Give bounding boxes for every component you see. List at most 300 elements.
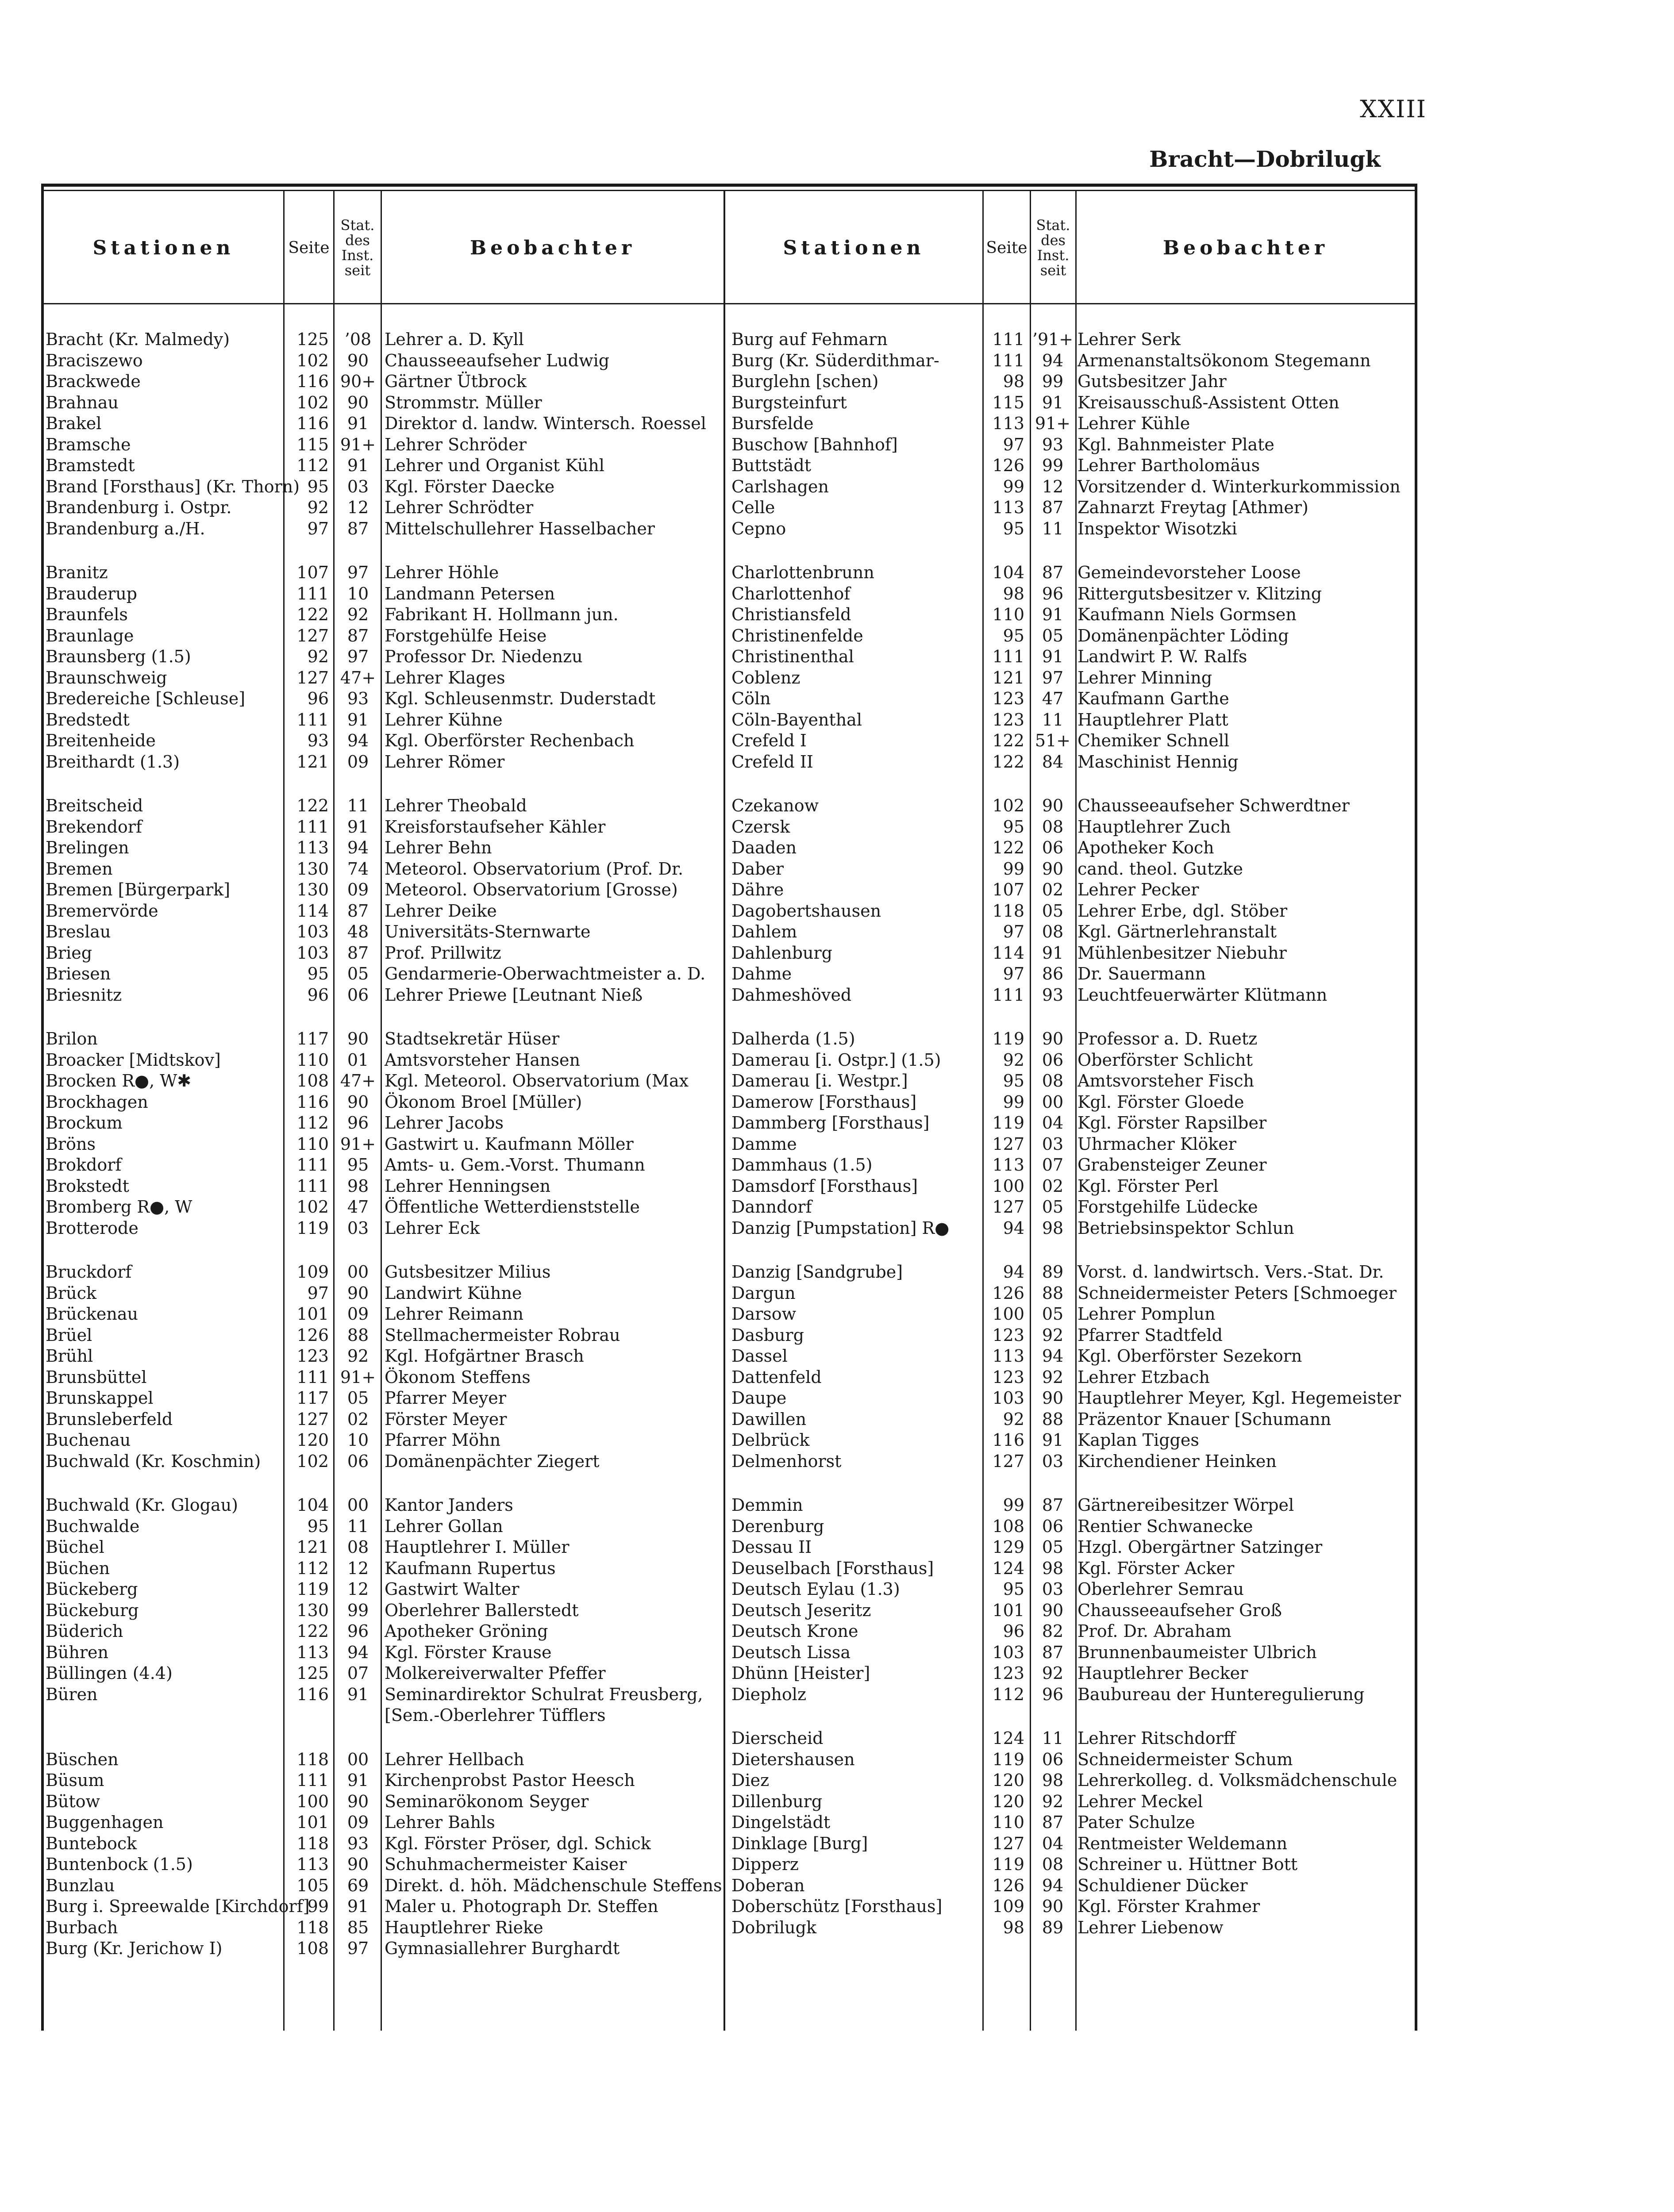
station-name: Delmenhorst <box>731 1451 842 1471</box>
table-row <box>725 350 1415 371</box>
station-name: Damsdorf [Forsthaus] <box>731 1176 918 1196</box>
page-ref: 122 <box>992 731 1024 750</box>
station-name: Charlottenhof <box>731 584 850 603</box>
page-ref: 111 <box>296 817 329 837</box>
station-name: Brauderup <box>46 584 137 603</box>
installed-year: 85 <box>347 1917 369 1937</box>
installed-year: 91 <box>1042 1430 1064 1450</box>
table-row <box>725 1049 1415 1071</box>
observer-name: Lehrer Erbe, dgl. Stöber <box>1078 901 1288 921</box>
installed-year: 00 <box>347 1262 369 1282</box>
station-name: Dierscheid <box>731 1728 824 1748</box>
installed-year: 06 <box>1042 1050 1064 1070</box>
station-name: Deutsch Jeseritz <box>731 1600 871 1620</box>
station-name: Bredereiche [Schleuse] <box>46 689 246 708</box>
observer-name: Kgl. Förster Krause <box>385 1642 552 1662</box>
page-ref: 97 <box>1003 434 1024 454</box>
table-row <box>725 1578 1415 1600</box>
observer-name: Dr. Sauermann <box>1078 964 1206 983</box>
installed-year: 00 <box>347 1495 369 1515</box>
page-ref: 113 <box>992 498 1024 517</box>
installed-year: 11 <box>1042 1728 1064 1748</box>
installed-year: 12 <box>1042 476 1064 496</box>
installed-year: 90 <box>347 1283 369 1303</box>
station-name: Briesen <box>46 964 111 983</box>
station-name: Buschow [Bahnhof] <box>731 434 898 454</box>
station-name: Dhünn [Heister] <box>731 1663 870 1683</box>
observer-name: Lehrer Liebenow <box>1078 1917 1224 1937</box>
page-ref: 121 <box>992 668 1024 687</box>
table-row <box>44 1536 723 1558</box>
station-name: Deutsch Lissa <box>731 1642 851 1662</box>
installed-year: 08 <box>1042 1855 1064 1874</box>
page-ref: 112 <box>296 456 329 475</box>
page-ref: 118 <box>296 1749 329 1769</box>
station-name: Bühren <box>46 1642 108 1662</box>
installed-year: 92 <box>1042 1367 1064 1387</box>
installed-year: 88 <box>347 1325 369 1345</box>
table-row <box>44 455 723 476</box>
station-name: Dahlem <box>731 922 797 941</box>
header-observer: Beobachter <box>469 236 636 259</box>
installed-year: 99 <box>1042 456 1064 475</box>
observer-name: Stellmachermeister Robrau <box>385 1325 620 1345</box>
page-ref: 122 <box>296 1621 329 1641</box>
observer-name: Schneidermeister Schum <box>1078 1749 1293 1769</box>
observer-name: Universitäts-Sternwarte <box>385 922 591 941</box>
installed-year: 90 <box>347 1855 369 1874</box>
page-ref: 96 <box>307 985 329 1005</box>
station-name: Deuselbach [Forsthaus] <box>731 1558 934 1578</box>
table-row <box>44 646 723 667</box>
installed-year: 93 <box>347 689 369 708</box>
table-row <box>725 1663 1415 1684</box>
installed-year: 74 <box>347 859 369 879</box>
page-ref: 122 <box>296 796 329 815</box>
observer-name: Brunnenbaumeister Ulbrich <box>1078 1642 1317 1662</box>
installed-year: 02 <box>347 1409 369 1429</box>
observer-name: Kgl. Schleusenmstr. Duderstadt <box>385 689 656 708</box>
observer-name: Öffentliche Wetterdienststelle <box>385 1197 640 1217</box>
table-row <box>44 562 723 583</box>
page-ref: 123 <box>992 1663 1024 1683</box>
observer-name: Oberlehrer Semrau <box>1078 1579 1244 1599</box>
table-row <box>44 1429 723 1451</box>
header-seite: Seite <box>288 238 330 257</box>
page-ref: 115 <box>992 392 1024 412</box>
observer-name: Hzgl. Obergärtner Satzinger <box>1078 1537 1323 1557</box>
page-ref: 123 <box>992 1325 1024 1345</box>
installed-year: 82 <box>1042 1621 1064 1641</box>
table-row <box>725 476 1415 497</box>
observer-name: Kgl. Oberförster Sezekorn <box>1078 1346 1302 1366</box>
installed-year: 87 <box>347 518 369 538</box>
station-name: Brunsbüttel <box>46 1367 147 1387</box>
station-name: Diez <box>731 1770 770 1790</box>
table-row <box>44 1558 723 1579</box>
page-ref: 117 <box>296 1029 329 1048</box>
observer-name: Pfarrer Meyer <box>385 1388 506 1408</box>
installed-year: 94 <box>1042 1346 1064 1366</box>
installed-year: 94 <box>347 838 369 857</box>
installed-year: 89 <box>1042 1262 1064 1282</box>
installed-year: 94 <box>1042 1875 1064 1895</box>
table-row <box>44 476 723 497</box>
observer-name: Landmann Petersen <box>385 584 555 603</box>
observer-name: Lehrer Ritschdorff <box>1078 1728 1235 1748</box>
observer-name: Oberförster Schlicht <box>1078 1050 1253 1070</box>
installed-year: 96 <box>347 1113 369 1133</box>
station-name: Darsow <box>731 1304 797 1324</box>
observer-name: Baubureau der Hunteregulierung <box>1078 1684 1365 1704</box>
page-ref: 111 <box>296 1155 329 1175</box>
running-head: Bracht—Dobrilugk <box>1149 146 1381 172</box>
table-row <box>725 1642 1415 1663</box>
table-row <box>725 1621 1415 1642</box>
observer-name: Kgl. Förster Perl <box>1078 1176 1219 1196</box>
page-ref: 117 <box>296 1388 329 1408</box>
table-row <box>44 1303 723 1325</box>
observer-name: Mühlenbesitzer Niebuhr <box>1078 943 1287 963</box>
table-row <box>725 1429 1415 1451</box>
table-row <box>725 604 1415 625</box>
table-row <box>44 604 723 625</box>
installed-year: 10 <box>347 1430 369 1450</box>
observer-name: Ökonom Broel [Müller) <box>385 1092 582 1112</box>
table-row <box>44 795 723 816</box>
observer-name: Lehrer Schrödter <box>385 498 534 517</box>
page-ref: 92 <box>1003 1409 1024 1429</box>
station-name: Dähre <box>731 880 784 899</box>
installed-year: 90 <box>347 1029 369 1048</box>
installed-year: 97 <box>1042 668 1064 687</box>
table-row <box>725 751 1415 772</box>
station-name: Damerow [Forsthaus] <box>731 1092 917 1112</box>
page-ref: 100 <box>992 1176 1024 1196</box>
observer-name: Leuchtfeuerwärter Klütmann <box>1078 985 1328 1005</box>
installed-year: 10 <box>347 584 369 603</box>
installed-year: 87 <box>1042 1642 1064 1662</box>
station-name: Bromberg R●, W <box>46 1197 192 1217</box>
page-ref: 107 <box>296 563 329 582</box>
table-row <box>725 1217 1415 1239</box>
observer-name: Molkereiverwalter Pfeffer <box>385 1663 606 1683</box>
station-name: Derenburg <box>731 1516 824 1536</box>
table-row <box>44 1896 723 1917</box>
table-row <box>725 1133 1415 1155</box>
observer-name: Oberlehrer Ballerstedt <box>385 1600 579 1620</box>
page-ref: 119 <box>992 1113 1024 1133</box>
table-row <box>725 1409 1415 1430</box>
station-name: Buchwald (Kr. Koschmin) <box>46 1451 261 1471</box>
station-name: Brandenburg a./H. <box>46 518 205 538</box>
page-ref: 122 <box>992 838 1024 857</box>
station-name: Brekendorf <box>46 817 142 837</box>
station-name: Charlottenbrunn <box>731 563 874 582</box>
station-name: Dawillen <box>731 1409 807 1429</box>
page-ref: 111 <box>296 710 329 730</box>
page-ref: 122 <box>992 752 1024 772</box>
observer-name: Gastwirt u. Kaufmann Möller <box>385 1134 634 1154</box>
table-row <box>44 1133 723 1155</box>
installed-year: 91+ <box>340 1367 376 1387</box>
installed-year: 90 <box>1042 859 1064 879</box>
table-row <box>725 1684 1415 1705</box>
station-name: Czekanow <box>731 796 819 815</box>
installed-year: 08 <box>1042 922 1064 941</box>
observer-name: Amtsvorsteher Fisch <box>1078 1071 1254 1091</box>
installed-year: 92 <box>1042 1325 1064 1345</box>
page-ref: 111 <box>992 330 1024 349</box>
observer-name: Seminarökonom Seyger <box>385 1791 589 1811</box>
page-ref: 127 <box>992 1197 1024 1217</box>
station-name: Cöln <box>731 689 771 708</box>
station-name: Coblenz <box>731 668 800 687</box>
installed-year: 12 <box>347 498 369 517</box>
page-ref: 127 <box>992 1833 1024 1853</box>
page-ref: 127 <box>992 1451 1024 1471</box>
table-row <box>44 1387 723 1409</box>
page-ref: 108 <box>296 1939 329 1958</box>
station-name: Buchenau <box>46 1430 131 1450</box>
observer-name: Prof. Prillwitz <box>385 943 501 963</box>
observer-name: Stadtsekretär Hüser <box>385 1029 560 1048</box>
observer-name: Kgl. Hofgärtner Brasch <box>385 1346 584 1366</box>
station-name: Delbrück <box>731 1430 810 1450</box>
table-row <box>725 1283 1415 1304</box>
page-ref: 95 <box>1003 518 1024 538</box>
installed-year: 08 <box>347 1537 369 1557</box>
installed-year: 94 <box>347 731 369 750</box>
page-ref: 123 <box>992 710 1024 730</box>
observer-name: Pfarrer Stadtfeld <box>1078 1325 1223 1345</box>
page-ref: 101 <box>992 1600 1024 1620</box>
table-row <box>725 1749 1415 1770</box>
page-ref: 111 <box>296 1770 329 1790</box>
table-row <box>44 434 723 455</box>
header-seite: Seite <box>986 238 1027 257</box>
station-name: Dattenfeld <box>731 1367 822 1387</box>
installed-year: 91 <box>347 710 369 730</box>
page-ref: 107 <box>992 880 1024 899</box>
observer-name: Gärtner Ütbrock <box>385 372 527 391</box>
observer-name: Lehrer Bartholomäus <box>1078 456 1260 475</box>
observer-name: Chemiker Schnell <box>1078 731 1230 750</box>
installed-year: 03 <box>1042 1451 1064 1471</box>
table-row <box>44 1812 723 1833</box>
installed-year: 91 <box>347 1770 369 1790</box>
page-ref: 118 <box>296 1833 329 1853</box>
table-row <box>725 963 1415 984</box>
page-ref: 108 <box>992 1516 1024 1536</box>
station-name: Brackwede <box>46 372 141 391</box>
station-name: Bruckdorf <box>46 1262 132 1282</box>
station-name: Büllingen (4.4) <box>46 1663 173 1683</box>
station-name: Danzig [Pumpstation] R● <box>731 1218 950 1238</box>
table-row <box>44 1600 723 1621</box>
observer-name: Chausseeaufseher Schwerdtner <box>1078 796 1350 815</box>
observer-name: Armenanstaltsökonom Stegemann <box>1078 350 1371 370</box>
table-row <box>725 434 1415 455</box>
station-name: Dillenburg <box>731 1791 823 1811</box>
installed-year: 11 <box>1042 710 1064 730</box>
page-ref: 112 <box>296 1113 329 1133</box>
observer-name: Lehrer Priewe [Leutnant Nieß <box>385 985 643 1005</box>
table-row <box>44 837 723 858</box>
station-name: Dahlenburg <box>731 943 832 963</box>
page-ref: 126 <box>296 1325 329 1345</box>
station-name: Cepno <box>731 518 786 538</box>
observer-name: Betriebsinspektor Schlun <box>1078 1218 1294 1238</box>
header-stat-line: Inst. <box>1037 247 1070 264</box>
observer-name: Landwirt Kühne <box>385 1283 522 1303</box>
table-row <box>725 455 1415 476</box>
table-row <box>725 518 1415 539</box>
station-name: Buttstädt <box>731 456 811 475</box>
installed-year: 05 <box>1042 1197 1064 1217</box>
station-name: Daber <box>731 859 784 879</box>
observer-name: Lehrer Römer <box>385 752 505 772</box>
station-name: Crefeld I <box>731 731 807 750</box>
page-ref: 103 <box>296 943 329 963</box>
page-ref: 94 <box>1003 1262 1024 1282</box>
page-ref: 99 <box>1003 1092 1024 1112</box>
observer-name: Kgl. Gärtnerlehranstalt <box>1078 922 1277 941</box>
table-row <box>725 329 1415 350</box>
observer-name: Prof. Dr. Abraham <box>1078 1621 1231 1641</box>
observer-name: Kreisausschuß-Assistent Otten <box>1078 392 1339 412</box>
installed-year: 93 <box>1042 434 1064 454</box>
observer-name: Strommstr. Müller <box>385 392 542 412</box>
frame-right-rule <box>1415 184 1417 2031</box>
observer-name: Gendarmerie-Oberwachtmeister a. D. <box>385 964 706 983</box>
station-name: Büren <box>46 1684 98 1704</box>
page-ref: 114 <box>296 901 329 921</box>
table-row <box>44 350 723 371</box>
page-ref: 99 <box>1003 1495 1024 1515</box>
table-row <box>44 1663 723 1684</box>
page-ref: 127 <box>296 1409 329 1429</box>
table-row <box>44 1516 723 1537</box>
observer-name: Lehrer Gollan <box>385 1516 503 1536</box>
station-name: Dalherda (1.5) <box>731 1029 855 1048</box>
page-ref: 112 <box>992 1684 1024 1704</box>
installed-year: 07 <box>347 1663 369 1683</box>
installed-year: 11 <box>347 796 369 815</box>
observer-name: Gutsbesitzer Jahr <box>1078 372 1227 391</box>
installed-year: 05 <box>1042 901 1064 921</box>
station-name: Bunzlau <box>46 1875 115 1895</box>
installed-year: 93 <box>347 1833 369 1853</box>
installed-year: 87 <box>347 901 369 921</box>
page-ref: 114 <box>992 943 1024 963</box>
station-name: Brakel <box>46 414 102 433</box>
installed-year: 05 <box>1042 1537 1064 1557</box>
table-row <box>725 921 1415 942</box>
station-name: Daupe <box>731 1388 787 1408</box>
station-name: Brand [Forsthaus] (Kr. Thorn) <box>46 476 300 496</box>
table-row <box>725 625 1415 646</box>
installed-year: 91 <box>1042 943 1064 963</box>
table-row <box>44 1409 723 1430</box>
page-ref: 109 <box>992 1897 1024 1916</box>
installed-year: 96 <box>347 1621 369 1641</box>
table-row <box>725 1175 1415 1197</box>
station-name: Dobrilugk <box>731 1917 816 1937</box>
observer-name: Direkt. d. höh. Mädchenschule Steffens <box>385 1875 722 1895</box>
station-name: Büschen <box>46 1749 119 1769</box>
observer-name: Lehrer Serk <box>1078 330 1181 349</box>
page-ref: 119 <box>992 1029 1024 1048</box>
header-stat-line: des <box>1041 232 1066 249</box>
page-ref: 102 <box>296 350 329 370</box>
page-ref: 127 <box>296 668 329 687</box>
table-row <box>44 730 723 751</box>
station-name: Briesnitz <box>46 985 122 1005</box>
table-row <box>44 413 723 434</box>
page-ref: 116 <box>296 1684 329 1704</box>
table-row <box>725 646 1415 667</box>
installed-year: 09 <box>347 1304 369 1324</box>
installed-year: 90 <box>1042 1029 1064 1048</box>
station-name: Burglehn [schen) <box>731 372 879 391</box>
table-row <box>725 392 1415 413</box>
installed-year: 91 <box>347 456 369 475</box>
observer-name: Kantor Janders <box>385 1495 513 1515</box>
table-row <box>44 1091 723 1113</box>
installed-year: 47 <box>1042 689 1064 708</box>
table-row <box>725 1558 1415 1579</box>
station-name: Brelingen <box>46 838 129 857</box>
station-name: Dietershausen <box>731 1749 855 1769</box>
page-ref: 111 <box>992 350 1024 370</box>
table-row <box>44 1494 723 1516</box>
table-row <box>44 1070 723 1091</box>
observer-name: Lehrer Kühne <box>385 710 503 730</box>
page-ref: 103 <box>992 1388 1024 1408</box>
observer-name: Rentmeister Weldemann <box>1078 1833 1288 1853</box>
station-name: Buchwald (Kr. Glogau) <box>46 1495 238 1515</box>
installed-year: 96 <box>1042 1684 1064 1704</box>
page-ref: 127 <box>992 1134 1024 1154</box>
installed-year: 91 <box>1042 605 1064 624</box>
page-number: XXIII <box>1360 95 1427 123</box>
page-ref: 98 <box>1003 372 1024 391</box>
installed-year: 08 <box>1042 817 1064 837</box>
station-name: Bramsche <box>46 434 131 454</box>
station-name: Breitscheid <box>46 796 143 815</box>
station-name: Bremen [Bürgerpark] <box>46 880 231 899</box>
installed-year: 05 <box>347 964 369 983</box>
observer-name: Lehrer Jacobs <box>385 1113 504 1133</box>
table-row <box>44 1684 723 1705</box>
observer-name: Schreiner u. Hüttner Bott <box>1078 1855 1298 1874</box>
table-row <box>725 1367 1415 1388</box>
observer-name: Meteorol. Observatorium (Prof. Dr. <box>385 859 684 879</box>
installed-year: 90 <box>347 392 369 412</box>
observer-name: Kgl. Förster Daecke <box>385 476 555 496</box>
observer-name: Forstgehilfe Lüdecke <box>1078 1197 1258 1217</box>
observer-name: Kaufmann Rupertus <box>385 1558 556 1578</box>
installed-year: 90+ <box>340 372 376 391</box>
observer-name: cand. theol. Gutzke <box>1078 859 1243 879</box>
installed-year: 97 <box>347 563 369 582</box>
station-name: Bursfelde <box>731 414 814 433</box>
table-row <box>44 392 723 413</box>
observer-name: Fabrikant H. Hollmann jun. <box>385 605 619 624</box>
installed-year: 87 <box>347 626 369 645</box>
observer-name: Kgl. Förster Gloede <box>1078 1092 1244 1112</box>
